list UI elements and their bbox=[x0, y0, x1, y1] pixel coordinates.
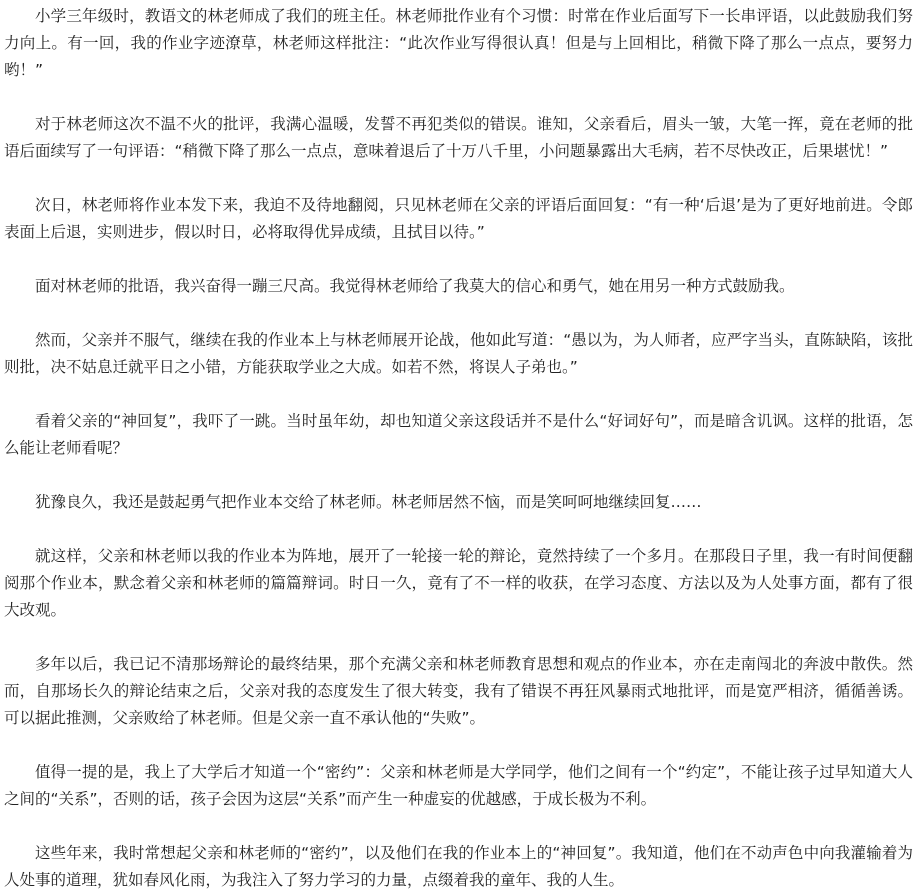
paragraph-2: 对于林老师这次不温不火的批评，我满心温暖，发誓不再犯类似的错误。谁知，父亲看后，眉头一皱，大笔一挥，竟在老师的批语后面续写了一句评语：“稍微下降了那么一点点，意味着退后了十万八千里，小问题暴露出大毛病，若不尽快改正，后果堪忧！” bbox=[4, 115, 913, 160]
paragraph-9: 多年以后，我已记不清那场辩论的最终结果，那个充满父亲和林老师教育思想和观点的作业本，亦在走南闯北的奔波中散佚。然而，自那场长久的辩论结束之后，父亲对我的态度发生了很大转变，我有了错误不再狂风暴雨式地批评，而是宽严相济，循循善诱。可以据此推测，父亲败给了林老师。但是父亲一直不承认他的“失败”。 bbox=[4, 655, 913, 727]
article-body bbox=[4, 3, 913, 894]
paragraph-10: 值得一提的是，我上了大学后才知道一个“密约”：父亲和林老师是大学同学，他们之间有一个“约定”，不能让孩子过早知道大人之间的“关系”，否则的话，孩子会因为这层“关系”而产生一种虚妄的优越感，于成长极为不利。 bbox=[4, 763, 913, 808]
paragraph-6: 看着父亲的“神回复”，我吓了一跳。当时虽年幼，却也知道父亲这段话并不是什么“好词好句”，而是暗含讥讽。这样的批语，怎么能让老师看呢？ bbox=[4, 412, 913, 457]
paragraph-7: 犹豫良久，我还是鼓起勇气把作业本交给了林老师。林老师居然不恼，而是笑呵呵地继续回复…… bbox=[35, 493, 702, 511]
paragraph-4: 面对林老师的批语，我兴奋得一蹦三尺高。我觉得林老师给了我莫大的信心和勇气，她在用另一种方式鼓励我。 bbox=[35, 277, 795, 295]
paragraph-5: 然而，父亲并不服气，继续在我的作业本上与林老师展开论战，他如此写道：“愚以为，为人师者，应严字当头，直陈缺陷，该批则批，决不姑息迁就平日之小错，方能获取学业之大成。如若不然，将误人子弟也。” bbox=[4, 331, 913, 376]
paragraph-11: 这些年来，我时常想起父亲和林老师的“密约”，以及他们在我的作业本上的“神回复”。我知道，他们在不动声色中向我灌输着为人处事的道理，犹如春风化雨，为我注入了努力学习的力量，点缀着我的童年、我的人生。 bbox=[4, 844, 913, 889]
paragraph-8: 就这样，父亲和林老师以我的作业本为阵地，展开了一轮接一轮的辩论，竟然持续了一个多月。在那段日子里，我一有时间便翻阅那个作业本，默念着父亲和林老师的篇篇辩词。时日一久，竟有了不一样的收获，在学习态度、方法以及为人处事方面，都有了很大改观。 bbox=[4, 547, 913, 619]
paragraph-1: 小学三年级时，教语文的林老师成了我们的班主任。林老师批作业有个习惯：时常在作业后面写下一长串评语，以此鼓励我们努力向上。有一回，我的作业字迹潦草，林老师这样批注：“此次作业写得很认真！但是与上回相比，稍微下降了那么一点点，要努力哟！” bbox=[4, 7, 913, 79]
paragraph-3: 次日，林老师将作业本发下来，我迫不及待地翻阅，只见林老师在父亲的评语后面回复：“有一种‘后退’是为了更好地前进。令郎表面上后退，实则进步，假以时日，必将取得优异成绩，且拭目以待。” bbox=[4, 196, 913, 241]
